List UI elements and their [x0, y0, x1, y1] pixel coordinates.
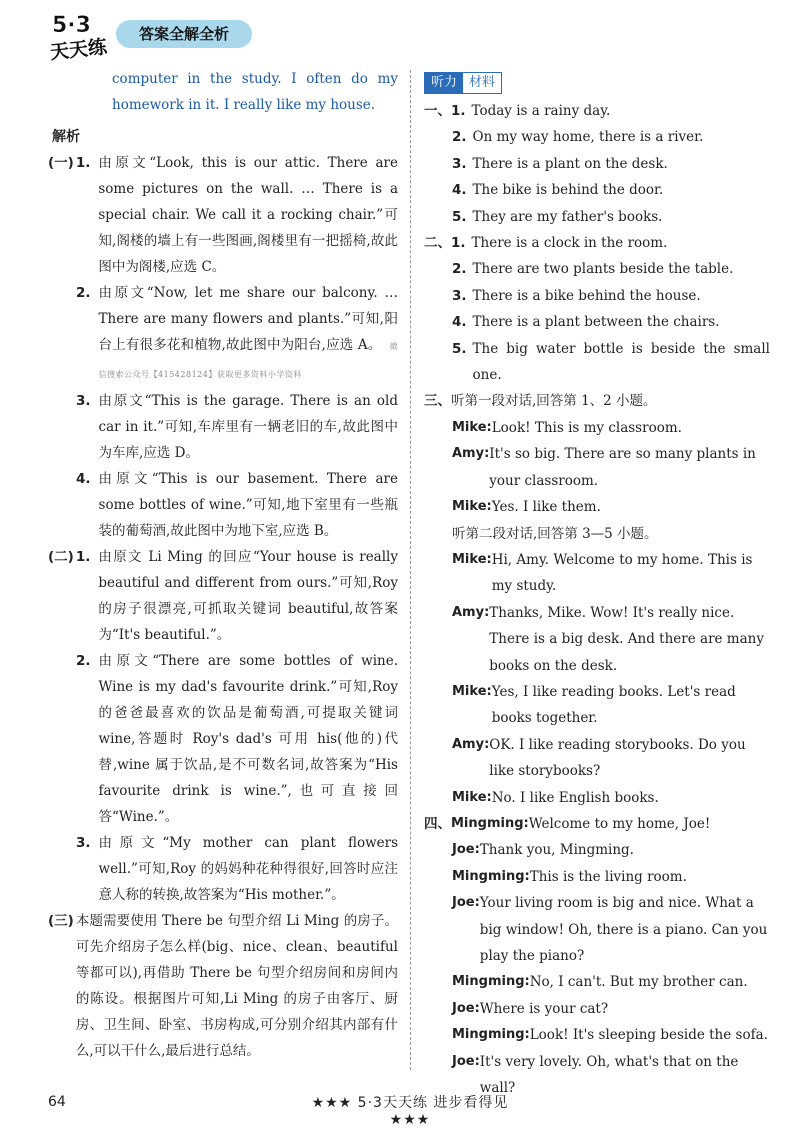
utterance: Look! It's sleeping beside the sofa. [529, 1027, 768, 1044]
speaker: Amy: [452, 736, 490, 752]
analysis-part-1 [48, 150, 398, 544]
speaker: Amy: [452, 604, 490, 620]
list-item [424, 283, 770, 309]
utterance: Thank you, Mingming. [479, 842, 634, 859]
utterance: Thanks, Mike. Wow! It's really nice. There is a big desk. And there are many books on the desk. [489, 604, 764, 674]
speaker: Joe: [452, 842, 480, 858]
item-number: 3. [452, 155, 467, 172]
listening-part-2 [424, 230, 770, 388]
item-number: 1. [451, 235, 466, 252]
column-divider [410, 70, 411, 1070]
list-item [48, 908, 398, 1064]
speaker: Mingming: [452, 868, 530, 884]
utterance: Where is your cat? [479, 1000, 609, 1017]
item-number: 2. [452, 261, 467, 278]
item-number: 4. [452, 314, 467, 331]
left-column [48, 66, 398, 1064]
item-number: 3. [76, 835, 91, 851]
item-number: 2. [76, 653, 91, 669]
speaker: Joe: [452, 1053, 480, 1069]
item-text-body: 由原文“Now, let me share our balcony. … There are many flowers and plants.”可知,阳台上有很多花和植物,故此图中为阳台,应选 A。 [98, 285, 398, 353]
utterance: It's very lovely. Oh, what's that on the wall? [479, 1053, 739, 1097]
dialog-line [424, 547, 770, 600]
list-item [424, 98, 770, 124]
list-item [424, 309, 770, 335]
item-text: The big water bottle is beside the small one. [472, 340, 770, 384]
tag-listening: 听力 [425, 73, 463, 93]
dialog-line [424, 679, 770, 732]
item-number: 1. [451, 103, 466, 119]
dialog-line [424, 864, 770, 890]
utterance: Hi, Amy. Welcome to my home. This is my study. [491, 551, 753, 595]
item-text: 由原文“My mother can plant flowers well.”可知,Roy 的妈妈种花种得很好,回答时应注意人称的转换,故答案为“His mother.”。 [98, 835, 398, 903]
item-text [99, 280, 398, 388]
item-number: 2. [76, 285, 91, 301]
listening-material-tag [424, 72, 502, 94]
footer-slogan: ★★★ 5·3天天练 进步看得见 ★★★ [311, 1095, 509, 1128]
list-item [48, 466, 398, 544]
analysis-part-3 [48, 908, 398, 1064]
part-label: 三、 [424, 393, 451, 410]
item-number: 5. [452, 208, 467, 225]
part-label: 四、 [424, 815, 451, 832]
svg-text:天天练: 天天练 [49, 36, 109, 62]
dialog-line [424, 1022, 770, 1048]
item-text: They are my father's books. [472, 208, 663, 225]
speaker: Mike: [452, 551, 492, 567]
listening-part-3 [424, 388, 770, 811]
item-number: 1. [75, 549, 91, 565]
dialog-line [424, 494, 770, 520]
item-text: There is a plant between the chairs. [472, 314, 720, 331]
dialog-line [424, 811, 770, 837]
list-item [48, 544, 398, 648]
item-number: 3. [76, 393, 91, 409]
list-item [424, 204, 770, 230]
speaker: Mike: [452, 683, 492, 699]
speaker: Mike: [452, 499, 492, 515]
item-text: 由原文“There are some bottles of wine. Wine is my dad's favourite drink.”可知,Roy 的爸爸最喜欢的饮品是葡萄酒,可提取关键词 wine,答题时 Roy's dad's 可用 his(他的)代替,wine 属于饮品,是不可数名词,故答案为“His favourite drink is wine.”,也可直接回答“Wine.”。 [98, 653, 398, 825]
list-item [48, 280, 398, 388]
speaker: Mike: [452, 789, 492, 805]
item-text: 由原文“This is our basement. There are some bottles of wine.”可知,地下室里有一些瓶装的葡萄酒,故此图中为地下室,应选 B。 [98, 471, 398, 539]
item-number: 4. [452, 182, 467, 199]
list-item [48, 150, 398, 280]
utterance: Yes, I like reading books. Let's read books together. [491, 683, 736, 727]
dialog-line [424, 732, 770, 785]
speaker: Amy: [452, 446, 490, 462]
list-item [424, 124, 770, 150]
list-item [48, 388, 398, 466]
part-label: 一、 [424, 103, 451, 119]
dialog-line [424, 969, 770, 995]
logo-graphic [48, 10, 110, 62]
analysis-part-2 [48, 544, 398, 908]
part-label: (二) [48, 549, 74, 565]
item-text: Today is a rainy day. [471, 103, 611, 119]
speaker: Joe: [452, 1000, 480, 1016]
utterance: OK. I like reading storybooks. Do you like storybooks? [489, 736, 746, 780]
speaker: Mingming: [452, 1027, 530, 1043]
svg-text:5·3: 5·3 [52, 13, 91, 38]
item-number: 3. [452, 287, 467, 304]
speaker: Mingming: [452, 974, 530, 990]
list-item [48, 648, 398, 830]
item-number: 2. [452, 129, 467, 146]
brand-logo [48, 10, 110, 62]
utterance: It's so big. There are so many plants in your classroom. [489, 446, 756, 489]
list-item [424, 230, 770, 256]
section-title-analysis: 解析 [52, 129, 80, 145]
utterance: No. I like English books. [491, 789, 659, 806]
speaker: Mike: [452, 419, 492, 435]
item-text: There is a bike behind the house. [472, 287, 701, 304]
item-text: 由原文“This is the garage. There is an old car in it.”可知,车库里有一辆老旧的车,故此图中为车库,应选 D。 [98, 393, 398, 461]
item-text: There are two plants beside the table. [472, 261, 734, 278]
speaker: Joe: [452, 895, 480, 911]
tag-material: 材料 [463, 73, 501, 93]
item-number: 5. [452, 340, 467, 357]
dialog-line [424, 600, 770, 679]
utterance: Welcome to my home, Joe! [528, 815, 711, 832]
dialog-intro: 听第一段对话,回答第 1、2 小题。 [451, 393, 657, 410]
dialog-line [424, 785, 770, 811]
item-text: On my way home, there is a river. [472, 129, 704, 146]
item-text: 由原文“Look, this is our attic. There are some pictures on the wall. … There is a special chair. We call it a rocking chair.”可知,阁楼的墙上有一些图画,阁楼里有一把摇椅,故此图中为阁楼,应选 C。 [98, 155, 398, 275]
answer-banner: 答案全解全析 [116, 20, 252, 48]
item-text: There is a clock in the room. [471, 235, 668, 252]
utterance: Yes. I like them. [491, 499, 601, 516]
dialog-line [424, 996, 770, 1022]
dialog-line [424, 890, 770, 969]
utterance: This is the living room. [529, 868, 687, 885]
utterance: No, I can't. But my brother can. [529, 974, 748, 991]
listening-part-4 [424, 811, 770, 1101]
item-number: 1. [75, 155, 91, 171]
dialog-line [424, 441, 770, 494]
list-item [424, 336, 770, 389]
dialog-line [424, 837, 770, 863]
part-label: (一) [48, 155, 74, 171]
item-text: There is a plant on the desk. [472, 155, 668, 172]
list-item [424, 151, 770, 177]
right-column [424, 72, 770, 1101]
part-label: (三) [48, 913, 74, 929]
part-label: 二、 [424, 235, 451, 252]
utterance: Your living room is big and nice. What a big window! Oh, there is a piano. Can you play the piano? [479, 895, 768, 964]
page-number: 64 [48, 1094, 66, 1110]
item-text: 本题需要使用 There be 句型介绍 Li Ming 的房子。可先介绍房子怎么样(big、nice、clean、beautiful 等都可以),再借助 There be 句型介绍房间和房间内的陈设。根据图片可知,Li Ming 的房子由客厅、厨房、卫生间、卧室、书房构成,可分别介绍其内部有什么,可以干什么,最后进行总结。 [75, 913, 398, 1059]
list-item [424, 177, 770, 203]
item-number: 4. [76, 471, 91, 487]
listening-part-1 [424, 98, 770, 230]
list-item [424, 388, 770, 414]
dialog-intro: 听第二段对话,回答第 3—5 小题。 [452, 525, 658, 542]
intro-text: computer in the study. I often do my homework in it. I really like my house. [112, 71, 398, 113]
utterance: Look! This is my classroom. [491, 419, 682, 436]
watermark-text: 微信搜索公众号【4154281​24】获取更多资料小学资料 [98, 342, 398, 379]
item-text: The bike is behind the door. [472, 182, 664, 199]
item-text: 由原文 Li Ming 的回应“Your house is really beautiful and different from ours.”可知,Roy 的房子很漂亮,可抓取关键词 beautiful,故答案为“It's beautiful.”。 [98, 549, 398, 643]
dialog-line [424, 415, 770, 441]
speaker: Mingming: [451, 815, 529, 831]
list-item [424, 256, 770, 282]
list-item [48, 830, 398, 908]
